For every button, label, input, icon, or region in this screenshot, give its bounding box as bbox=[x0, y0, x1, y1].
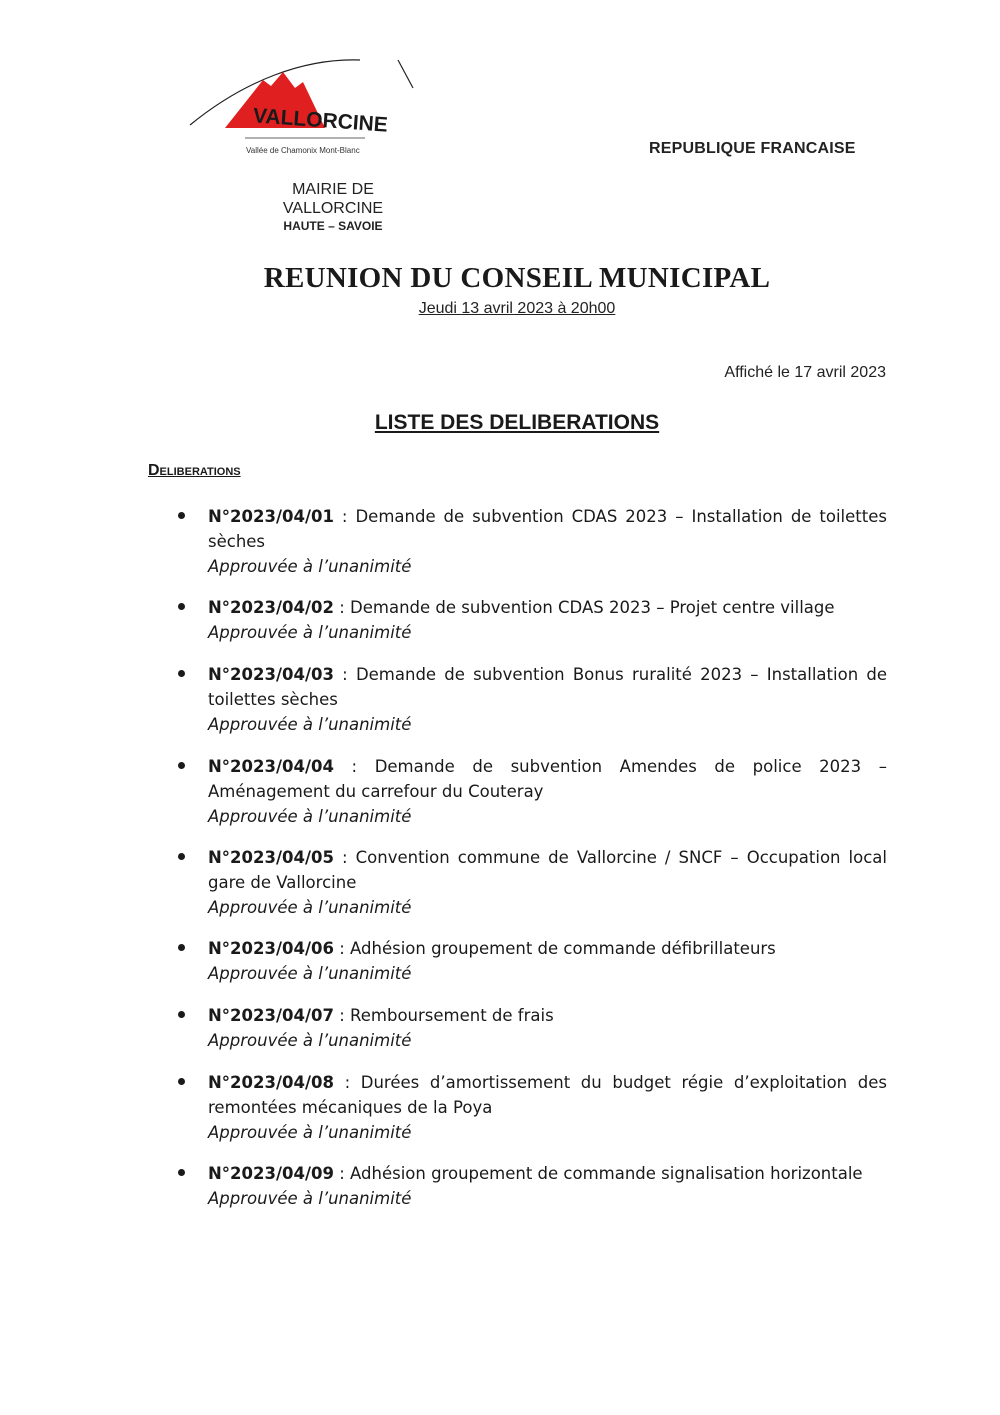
deliberation-number: N°2023/04/09 bbox=[208, 1164, 334, 1183]
deliberation-number: N°2023/04/02 bbox=[208, 598, 334, 617]
deliberation-body bbox=[208, 1161, 887, 1211]
deliberation-item bbox=[175, 1070, 887, 1145]
deliberation-number: N°2023/04/07 bbox=[208, 1006, 334, 1025]
mairie-block bbox=[250, 180, 416, 234]
deliberation-description: Convention commune de Vallorcine / SNCF – Occupation local gare de Vallorcine bbox=[208, 848, 887, 892]
deliberation-description: Demande de subvention CDAS 2023 – Installation de toilettes sèches bbox=[208, 507, 887, 551]
meeting-date bbox=[0, 300, 1000, 318]
deliberation-number: N°2023/04/05 bbox=[208, 848, 334, 867]
deliberation-item bbox=[175, 1161, 887, 1211]
deliberation-status: Approuvée à l’unanimité bbox=[208, 807, 412, 826]
vallorcine-logo bbox=[185, 50, 425, 160]
deliberation-text bbox=[208, 845, 887, 895]
deliberation-text bbox=[208, 662, 887, 712]
mairie-line2: VALLORCINE bbox=[282, 200, 384, 217]
deliberation-separator: : bbox=[333, 665, 356, 684]
deliberation-text bbox=[208, 754, 887, 804]
deliberation-status: Approuvée à l’unanimité bbox=[208, 1031, 412, 1050]
deliberation-separator: : bbox=[333, 1073, 361, 1092]
bullet-icon bbox=[178, 670, 185, 677]
deliberation-item bbox=[175, 595, 887, 645]
logo-tagline: Vallée de Chamonix Mont-Blanc bbox=[246, 146, 360, 155]
bullet-icon bbox=[178, 1169, 185, 1176]
deliberation-item bbox=[175, 936, 887, 986]
deliberation-number: N°2023/04/01 bbox=[208, 507, 334, 526]
deliberation-separator: : bbox=[333, 1006, 351, 1025]
deliberation-description: Adhésion groupement de commande défibrillateurs bbox=[350, 939, 776, 958]
deliberation-text bbox=[208, 1070, 887, 1120]
bullet-icon bbox=[178, 762, 185, 769]
deliberation-separator: : bbox=[333, 1164, 351, 1183]
deliberation-number: N°2023/04/08 bbox=[208, 1073, 334, 1092]
deliberation-separator: : bbox=[333, 757, 375, 776]
bullet-icon bbox=[178, 603, 185, 610]
deliberation-text bbox=[208, 1161, 887, 1186]
deliberation-body bbox=[208, 845, 887, 920]
deliberation-body bbox=[208, 595, 887, 645]
deliberation-status: Approuvée à l’unanimité bbox=[208, 623, 412, 642]
deliberation-text bbox=[208, 595, 887, 620]
deliberation-description: Demande de subvention Amendes de police 2023 – Aménagement du carrefour du Couteray bbox=[208, 757, 887, 801]
deliberation-status: Approuvée à l’unanimité bbox=[208, 715, 412, 734]
bullet-icon bbox=[178, 1011, 185, 1018]
deliberation-item bbox=[175, 1003, 887, 1053]
deliberation-description: Demande de subvention CDAS 2023 – Projet centre village bbox=[350, 598, 835, 617]
deliberation-text bbox=[208, 1003, 887, 1028]
list-title: LISTE DES DELIBERATIONS bbox=[374, 411, 660, 434]
svg-text:VALLORCINE: VALLORCINE bbox=[252, 104, 389, 137]
deliberation-number: N°2023/04/04 bbox=[208, 757, 334, 776]
deliberation-item bbox=[175, 662, 887, 737]
mairie-line3: HAUTE – SAVOIE bbox=[283, 219, 383, 233]
deliberation-status: Approuvée à l’unanimité bbox=[208, 1189, 412, 1208]
deliberation-separator: : bbox=[333, 939, 351, 958]
deliberation-text bbox=[208, 504, 887, 554]
deliberation-body bbox=[208, 1003, 887, 1053]
deliberation-body bbox=[208, 936, 887, 986]
bullet-icon bbox=[178, 512, 185, 519]
page-title: REUNION DU CONSEIL MUNICIPAL bbox=[263, 262, 771, 294]
deliberation-separator: : bbox=[333, 507, 356, 526]
deliberation-item bbox=[175, 845, 887, 920]
deliberation-body bbox=[208, 662, 887, 737]
deliberation-body bbox=[208, 754, 887, 829]
deliberation-body bbox=[208, 504, 887, 579]
deliberation-status: Approuvée à l’unanimité bbox=[208, 898, 412, 917]
deliberation-separator: : bbox=[333, 598, 351, 617]
posted-date: Affiché le 17 avril 2023 bbox=[724, 364, 886, 381]
section-label: Deliberations bbox=[148, 462, 241, 479]
deliberation-description: Remboursement de frais bbox=[350, 1006, 554, 1025]
bullet-icon bbox=[178, 944, 185, 951]
deliberation-body bbox=[208, 1070, 887, 1145]
deliberation-status: Approuvée à l’unanimité bbox=[208, 964, 412, 983]
bullet-icon bbox=[178, 853, 185, 860]
deliberation-separator: : bbox=[333, 848, 356, 867]
meeting-date-text: Jeudi 13 avril 2023 à 20h00 bbox=[418, 300, 616, 317]
bullet-icon bbox=[178, 1078, 185, 1085]
mairie-line1: MAIRIE DE bbox=[292, 181, 374, 198]
deliberation-text bbox=[208, 936, 887, 961]
deliberation-description: Durées d’amortissement du budget régie d’exploitation des remontées mécaniques de la Poya bbox=[208, 1073, 887, 1117]
deliberation-description: Adhésion groupement de commande signalisation horizontale bbox=[350, 1164, 863, 1183]
deliberation-description: Demande de subvention Bonus ruralité 2023 – Installation de toilettes sèches bbox=[208, 665, 887, 709]
deliberation-item bbox=[175, 754, 887, 829]
deliberation-number: N°2023/04/03 bbox=[208, 665, 334, 684]
deliberation-number: N°2023/04/06 bbox=[208, 939, 334, 958]
deliberation-status: Approuvée à l’unanimité bbox=[208, 1123, 412, 1142]
deliberation-item bbox=[175, 504, 887, 579]
deliberation-status: Approuvée à l’unanimité bbox=[208, 557, 412, 576]
republique-heading: REPUBLIQUE FRANCAISE bbox=[649, 140, 856, 157]
